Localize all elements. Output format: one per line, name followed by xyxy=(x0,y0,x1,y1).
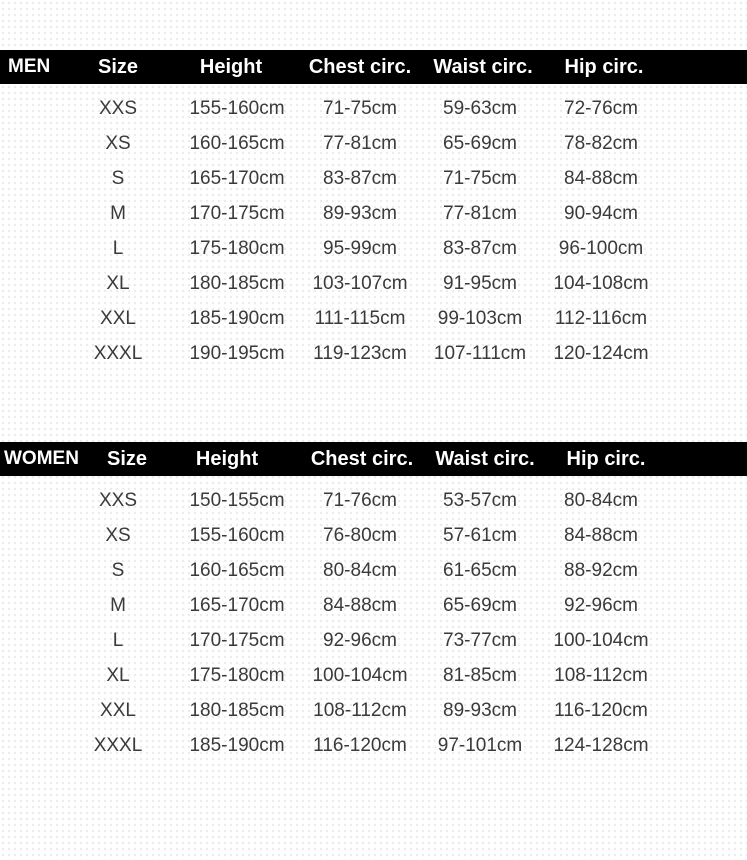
men-height-cell: 165-170cm xyxy=(189,168,285,189)
men-hip-cell: 84-88cm xyxy=(564,168,638,189)
men-hip-cell: 78-82cm xyxy=(564,133,638,154)
men-header-bar xyxy=(0,50,747,84)
men-size-cell: XXL xyxy=(100,308,136,329)
men-height-cell: 185-190cm xyxy=(189,308,285,329)
men-waist-cell: 99-103cm xyxy=(437,308,523,329)
table-row xyxy=(0,196,747,231)
women-label: WOMEN xyxy=(4,448,79,469)
women-waist-cell: 73-77cm xyxy=(443,630,517,651)
women-size-table xyxy=(0,442,747,763)
men-chest-cell: 103-107cm xyxy=(312,273,408,294)
women-hip-cell: 88-92cm xyxy=(564,560,638,581)
women-waist-cell: 61-65cm xyxy=(443,560,517,581)
women-hip-cell: 108-112cm xyxy=(554,665,648,686)
men-hip-cell: 104-108cm xyxy=(553,273,649,294)
women-header-bar xyxy=(0,442,747,476)
men-chest-cell: 89-93cm xyxy=(323,203,397,224)
women-height-cell: 170-175cm xyxy=(189,630,285,651)
women-height-cell: 165-170cm xyxy=(189,595,285,616)
table-row xyxy=(0,623,747,658)
men-height-cell: 180-185cm xyxy=(189,273,285,294)
men-height-cell: 190-195cm xyxy=(189,343,285,364)
men-size-cell: XXXL xyxy=(93,343,143,364)
men-header-height: Height xyxy=(199,56,263,78)
women-waist-cell: 57-61cm xyxy=(443,525,517,546)
women-header-waist: Waist circ. xyxy=(435,448,535,470)
women-chest-cell: 100-104cm xyxy=(312,665,408,686)
men-waist-cell: 59-63cm xyxy=(443,98,517,119)
women-waist-cell: 81-85cm xyxy=(443,665,517,686)
women-hip-cell: 100-104cm xyxy=(553,630,649,651)
men-waist-cell: 91-95cm xyxy=(443,273,517,294)
women-size-cell: S xyxy=(111,560,125,581)
women-size-cell: M xyxy=(110,595,126,616)
men-header-chest: Chest circ. xyxy=(308,56,412,78)
men-header-hip: Hip circ. xyxy=(564,56,644,78)
men-size-table xyxy=(0,50,747,371)
men-size-cell: S xyxy=(111,168,125,189)
table-row xyxy=(0,693,747,728)
table-row xyxy=(0,336,747,371)
men-chest-cell: 71-75cm xyxy=(323,98,397,119)
table-row xyxy=(0,518,747,553)
table-row xyxy=(0,588,747,623)
women-chest-cell: 84-88cm xyxy=(323,595,397,616)
women-height-cell: 155-160cm xyxy=(189,525,285,546)
men-size-cell: L xyxy=(112,238,124,259)
men-waist-cell: 77-81cm xyxy=(443,203,517,224)
men-waist-cell: 71-75cm xyxy=(443,168,517,189)
women-header-height: Height xyxy=(195,448,259,470)
women-size-cell: XL xyxy=(106,665,130,686)
men-hip-cell: 96-100cm xyxy=(558,238,644,259)
women-height-cell: 175-180cm xyxy=(189,665,285,686)
women-size-cell: XS xyxy=(105,525,131,546)
women-height-cell: 150-155cm xyxy=(189,490,285,511)
men-size-cell: XL xyxy=(106,273,130,294)
table-row xyxy=(0,658,747,693)
women-chest-cell: 92-96cm xyxy=(323,630,397,651)
women-hip-cell: 124-128cm xyxy=(553,735,649,756)
men-chest-cell: 119-123cm xyxy=(313,343,407,364)
women-waist-cell: 53-57cm xyxy=(443,490,517,511)
table-row xyxy=(0,231,747,266)
table-row xyxy=(0,266,747,301)
women-hip-cell: 92-96cm xyxy=(564,595,638,616)
men-size-cell: XS xyxy=(105,133,131,154)
women-chest-cell: 71-76cm xyxy=(323,490,397,511)
men-chest-cell: 77-81cm xyxy=(323,133,397,154)
women-size-cell: XXXL xyxy=(93,735,143,756)
table-row xyxy=(0,301,747,336)
women-waist-cell: 97-101cm xyxy=(437,735,523,756)
men-waist-cell: 83-87cm xyxy=(443,238,517,259)
women-height-cell: 180-185cm xyxy=(189,700,285,721)
men-waist-cell: 65-69cm xyxy=(443,133,517,154)
men-height-cell: 160-165cm xyxy=(189,133,285,154)
table-row xyxy=(0,728,747,763)
men-chest-cell: 95-99cm xyxy=(323,238,397,259)
women-size-cell: XXS xyxy=(98,490,138,511)
women-chest-cell: 116-120cm xyxy=(313,735,407,756)
men-header-waist: Waist circ. xyxy=(433,56,533,78)
table-row xyxy=(0,161,747,196)
men-label: MEN xyxy=(8,56,51,77)
men-hip-cell: 120-124cm xyxy=(553,343,649,364)
table-row xyxy=(0,553,747,588)
women-height-cell: 185-190cm xyxy=(189,735,285,756)
women-chest-cell: 108-112cm xyxy=(313,700,407,721)
women-hip-cell: 80-84cm xyxy=(564,490,638,511)
men-header-size: Size xyxy=(97,56,139,78)
men-size-cell: XXS xyxy=(98,98,138,119)
table-row xyxy=(0,91,747,126)
men-height-cell: 170-175cm xyxy=(189,203,285,224)
men-size-cell: M xyxy=(110,203,126,224)
men-chest-cell: 111-115cm xyxy=(314,308,406,329)
women-header-size: Size xyxy=(106,448,148,470)
table-row xyxy=(0,483,747,518)
men-height-cell: 155-160cm xyxy=(189,98,285,119)
men-hip-cell: 112-116cm xyxy=(554,308,648,329)
women-height-cell: 160-165cm xyxy=(189,560,285,581)
women-chest-cell: 76-80cm xyxy=(323,525,397,546)
men-waist-cell: 107-111cm xyxy=(433,343,527,364)
women-hip-cell: 84-88cm xyxy=(564,525,638,546)
women-rows xyxy=(0,476,747,763)
men-chest-cell: 83-87cm xyxy=(323,168,397,189)
women-waist-cell: 65-69cm xyxy=(443,595,517,616)
table-row xyxy=(0,126,747,161)
men-hip-cell: 72-76cm xyxy=(564,98,638,119)
women-waist-cell: 89-93cm xyxy=(443,700,517,721)
women-header-hip: Hip circ. xyxy=(566,448,646,470)
men-hip-cell: 90-94cm xyxy=(564,203,638,224)
men-height-cell: 175-180cm xyxy=(189,238,285,259)
women-chest-cell: 80-84cm xyxy=(323,560,397,581)
women-size-cell: L xyxy=(112,630,124,651)
women-hip-cell: 116-120cm xyxy=(554,700,648,721)
men-rows xyxy=(0,84,747,371)
women-size-cell: XXL xyxy=(100,700,136,721)
women-header-chest: Chest circ. xyxy=(310,448,414,470)
